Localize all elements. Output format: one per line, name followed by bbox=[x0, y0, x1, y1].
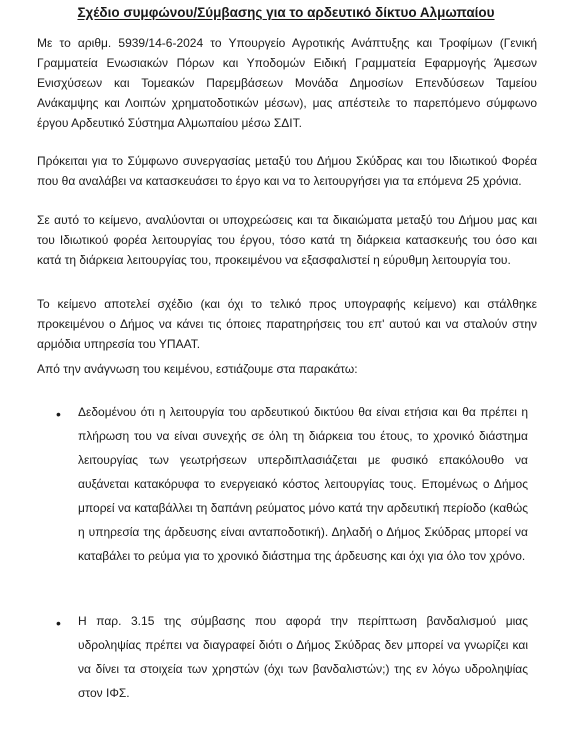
paragraph-agreement: Πρόκειται για το Σύμφωνο συνεργασίας μεταξύ του Δήμου Σκύδρας και του Ιδιωτικού Φορέα που θα αναλάβει να κατασκευάσει το έργο και να το λειτουργήσει για τα επόμενα 25 χρόνια. bbox=[37, 154, 537, 188]
bullet-marker: • bbox=[56, 615, 61, 631]
paragraph-intro: Με το αριθμ. 5939/14-6-2024 το Υπουργείο Αγροτικής Ανάπτυξης και Τροφίμων (Γενική Γραμματεία Ενωσιακών Πόρων και Υποδομών Ειδική Γραμματεία Εφαρμογής Άμεσων Ενισχύσεων και Τομεακών Παρεμβάσεων Μονάδα Δημοσίων Επενδύσεων Ταμείου Ανάκαμψης και Λοιπών χρηματοδοτικών μέσων), μας απέστειλε το παρεπόμενο σύμφωνο έργου Αρδευτικό Σύστημα Αλμωπαίου μέσω ΣΔΙΤ. bbox=[37, 36, 537, 130]
document-title: Σχέδιο συμφώνου/Σύμβασης για το αρδευτικό δίκτυο Αλμωπαίου bbox=[77, 5, 495, 20]
bullet-marker: • bbox=[56, 406, 61, 422]
paragraph-focus: Από την ανάγνωση του κειμένου, εστιάζουμε στα παρακάτω: bbox=[37, 362, 358, 376]
bullet-item-vandalism-clause: Η παρ. 3.15 της σύμβασης που αφορά την περίπτωση βανδαλισμού μιας υδροληψίας πρέπει να διαγραφεί διότι ο Δήμος Σκύδρας δεν μπορεί να γνωρίζει και να δίνει τα στοιχεία των χρηστών (όχι των βανδαλιστών;) της εν λόγω υδροληψίας στον ΙΦΣ. bbox=[78, 614, 528, 700]
paragraph-obligations: Σε αυτό το κείμενο, αναλύονται οι υποχρεώσεις και τα δικαιώματα μεταξύ του Δήμου μας και του Ιδιωτικού φορέα λειτουργίας του έργου, τόσο κατά τη διάρκεια κατασκευής του όσο και κατά τη διάρκεια λειτουργίας του, προκειμένου να εξασφαλιστεί η εύρυθμη λειτουργία του. bbox=[37, 213, 537, 267]
paragraph-draft-note: Το κείμενο αποτελεί σχέδιο (και όχι το τελικό προς υπογραφής κείμενο) και στάλθηκε προκειμένου ο Δήμος να κάνει τις όποιες παρατηρήσεις του επ' αυτού και να σταλούν στην αρμόδια υπηρεσία του ΥΠΑΑΤ. bbox=[37, 297, 537, 351]
bullet-item-energy-cost: Δεδομένου ότι η λειτουργία του αρδευτικού δικτύου θα είναι ετήσια και θα πρέπει η πλήρωση του να είναι συνεχής σε όλη τη διάρκεια του έτους, το χρονικό διάστημα λειτουργίας των γεωτρήσεων υπερδιπλασιάζεται με φυσικό επακόλουθο να αυξάνεται κατακόρυφα το ενεργειακό κόστος λειτουργίας τους. Επομένως ο Δήμος μπορεί να καταβάλλει τη δαπάνη ρεύματος μόνο κατά την αρδευτική περίοδο (καθώς η υπηρεσία της άρδευσης είναι ανταποδοτική). Δηλαδή ο Δήμος Σκύδρας μπορεί να καταβάλει το ρεύμα για το χρονικό διάστημα της άρδευσης και όχι για όλο τον χρόνο. bbox=[78, 405, 528, 563]
